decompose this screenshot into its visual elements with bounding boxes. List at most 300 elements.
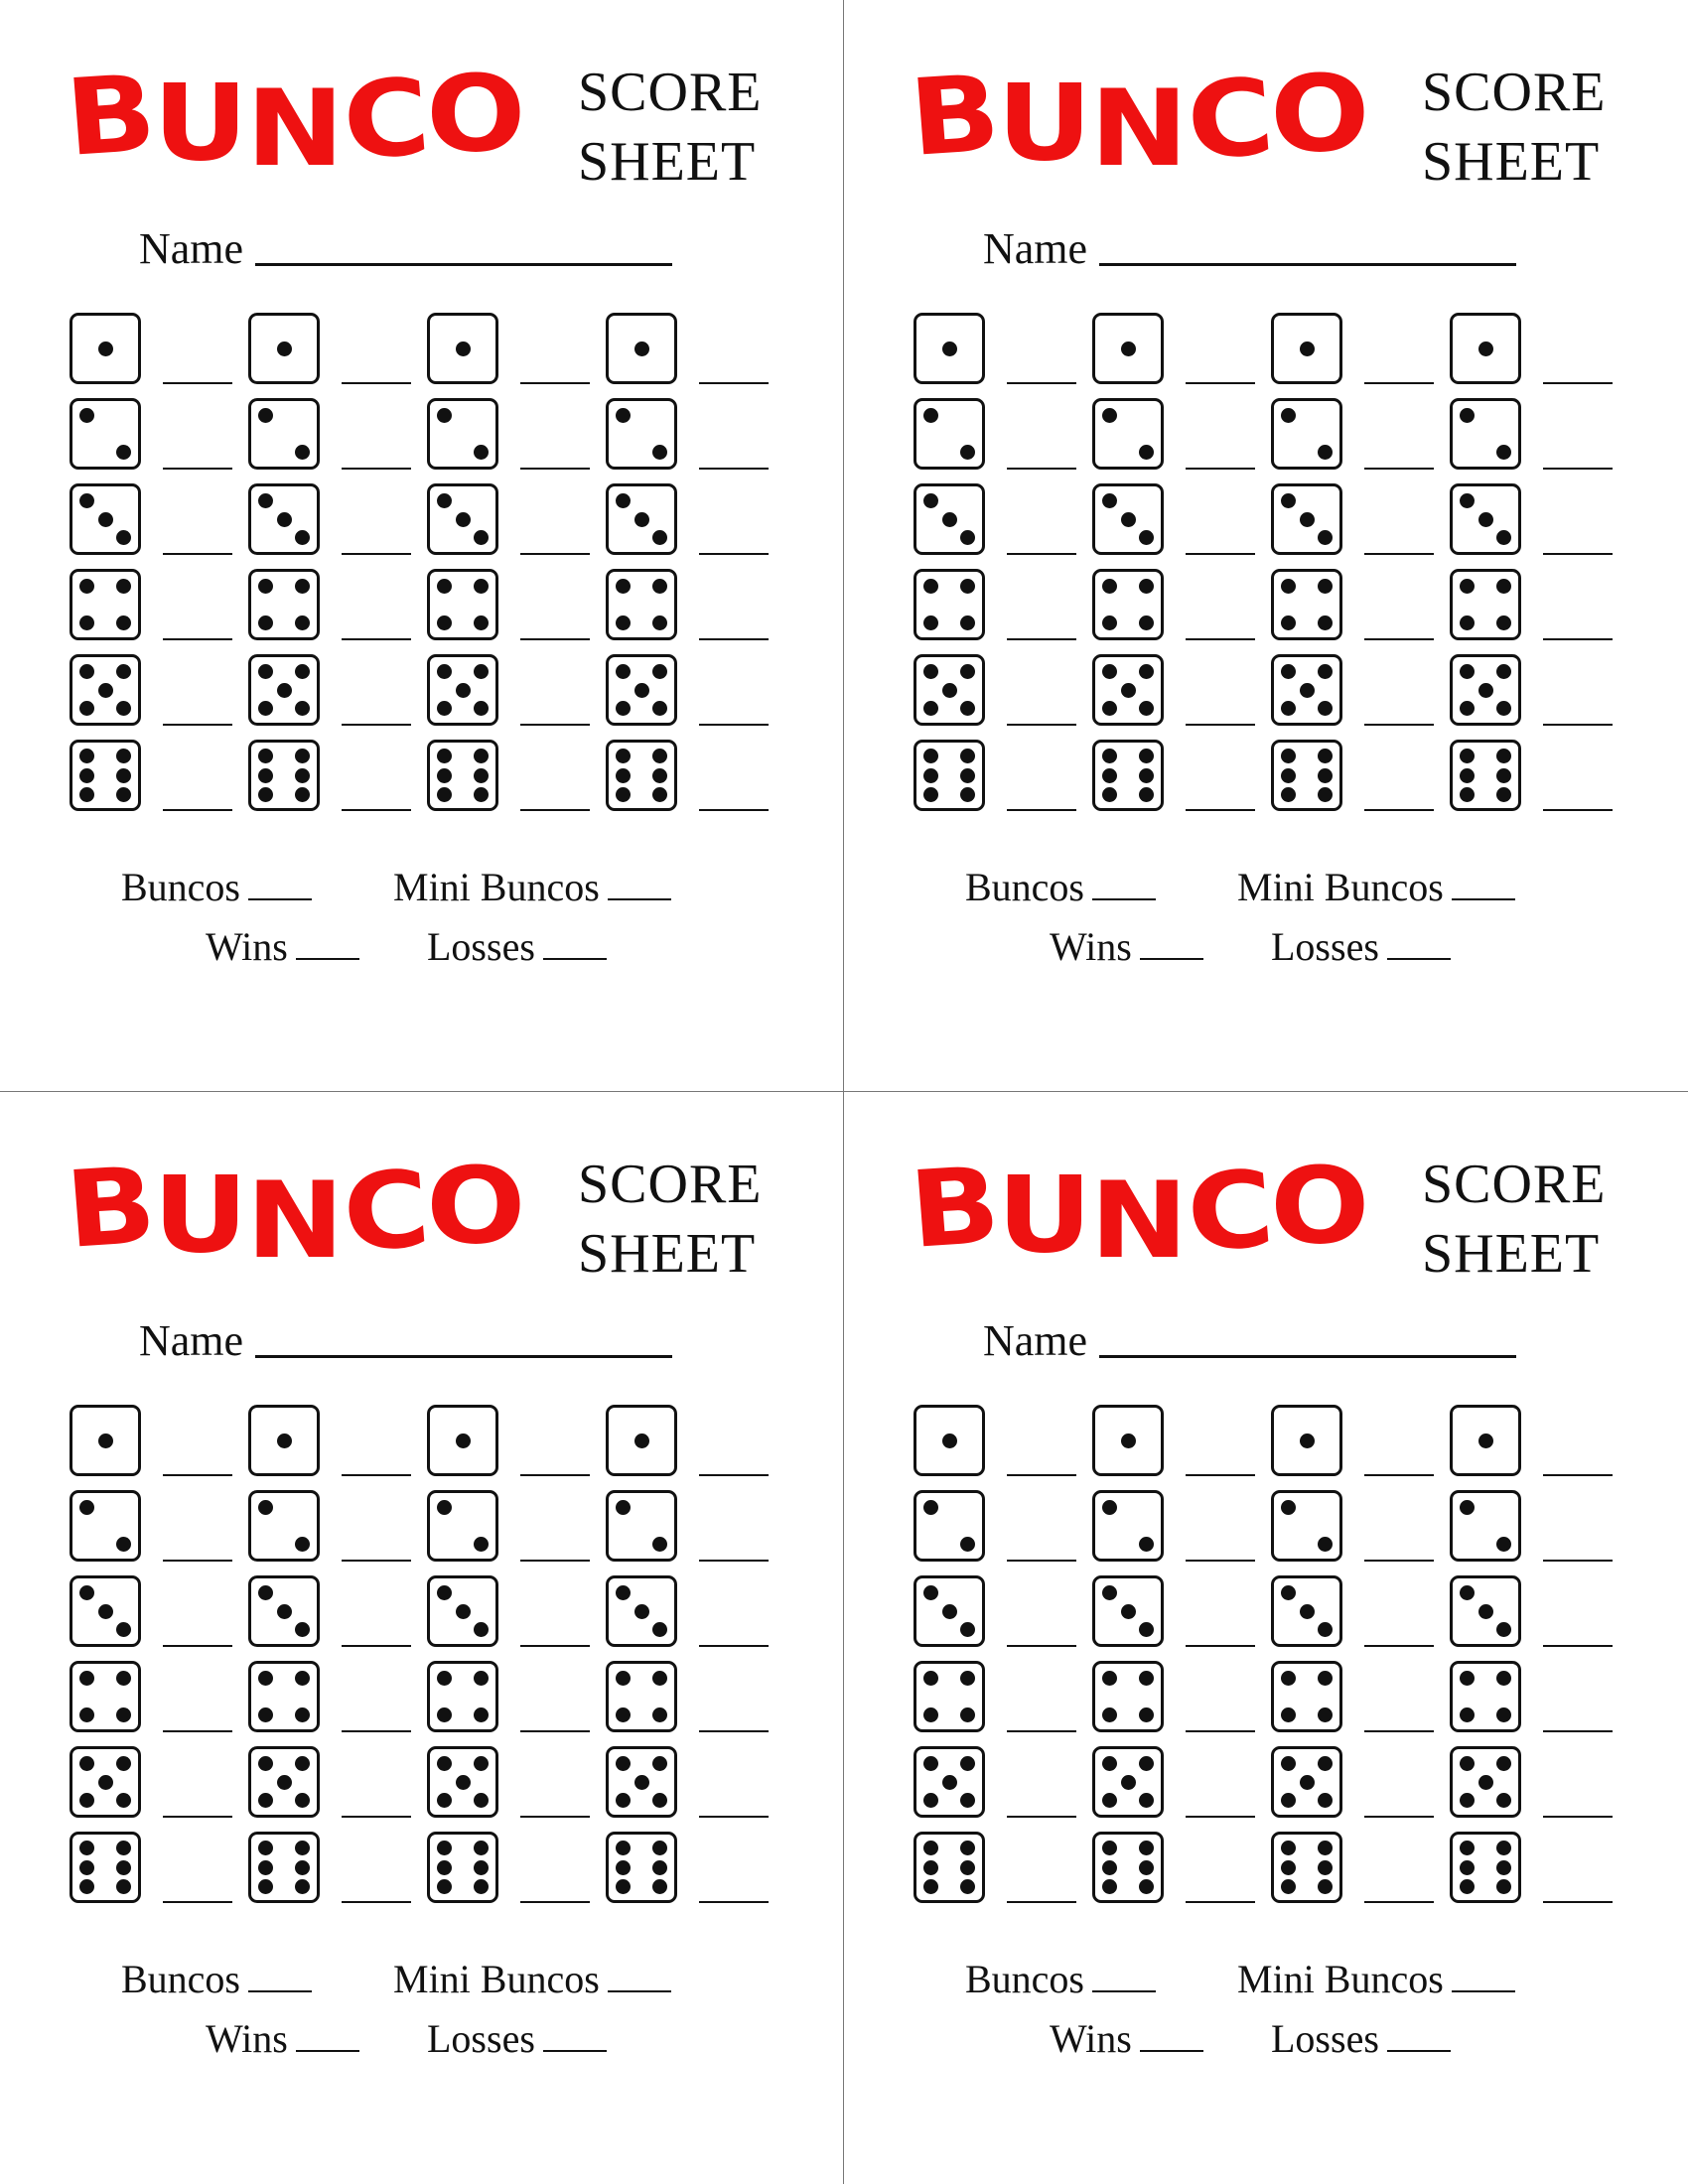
pip <box>652 530 667 545</box>
die-face-5-icon <box>1092 654 1164 726</box>
round-score-blank[interactable] <box>1186 382 1255 384</box>
wins-row <box>1050 924 1203 969</box>
mini-buncos-row <box>393 865 671 909</box>
pip <box>1460 1793 1475 1808</box>
round-score-blank[interactable] <box>1543 382 1613 384</box>
pip <box>1318 1756 1333 1771</box>
pip <box>1139 1671 1154 1686</box>
round-score-blank[interactable] <box>1543 809 1613 811</box>
pip <box>652 1537 667 1552</box>
pip <box>1460 664 1475 679</box>
title-line-score: SCORE <box>1422 62 1607 123</box>
name-field[interactable] <box>1099 263 1516 266</box>
pip <box>923 493 938 508</box>
die-face-6-icon <box>1092 740 1164 811</box>
die-face-6-icon <box>427 1832 498 1903</box>
pip <box>116 1707 131 1722</box>
round-score-blank[interactable] <box>342 724 411 726</box>
pip <box>79 749 94 763</box>
die-face-5-icon <box>1450 1746 1521 1818</box>
pip <box>437 664 452 679</box>
pip <box>923 1793 938 1808</box>
pip <box>1300 1433 1315 1448</box>
round-score-blank[interactable] <box>1543 468 1613 470</box>
wins-row <box>206 924 359 969</box>
round-score-blank[interactable] <box>1007 724 1076 726</box>
pip <box>960 579 975 594</box>
pip <box>942 341 957 356</box>
losses-blank[interactable] <box>1387 2020 1451 2052</box>
pip <box>1496 701 1511 716</box>
round-score-blank[interactable] <box>1186 1645 1255 1647</box>
round-score-blank[interactable] <box>1186 1474 1255 1476</box>
round-score-blank[interactable] <box>1543 1645 1613 1647</box>
pip <box>1460 1841 1475 1855</box>
round-score-blank[interactable] <box>342 1474 411 1476</box>
pip <box>1102 749 1117 763</box>
pip <box>634 512 649 527</box>
pip <box>616 749 631 763</box>
name-row <box>139 223 672 274</box>
pip <box>1460 768 1475 783</box>
pip <box>1496 1671 1511 1686</box>
die-face-2-icon <box>248 398 320 470</box>
buncos-label: Buncos <box>965 1957 1084 2001</box>
die-face-1-icon <box>914 1405 985 1476</box>
name-field[interactable] <box>255 1355 672 1358</box>
buncos-label: Buncos <box>965 865 1084 909</box>
die-face-5-icon <box>248 654 320 726</box>
round-score-blank[interactable] <box>1186 809 1255 811</box>
round-score-blank[interactable] <box>699 638 769 640</box>
buncos-row <box>121 1957 312 2001</box>
pip <box>652 1879 667 1894</box>
round-score-blank[interactable] <box>163 553 232 555</box>
round-score-blank[interactable] <box>342 1901 411 1903</box>
pip <box>258 579 273 594</box>
pip <box>960 445 975 460</box>
round-score-blank[interactable] <box>1186 1560 1255 1562</box>
round-score-blank[interactable] <box>520 1730 590 1732</box>
round-score-blank[interactable] <box>163 468 232 470</box>
die-face-2-icon <box>1271 1490 1342 1562</box>
round-score-blank[interactable] <box>1186 1816 1255 1818</box>
pip <box>652 615 667 630</box>
round-score-blank[interactable] <box>699 553 769 555</box>
pip <box>456 1433 471 1448</box>
pip <box>474 445 489 460</box>
pip <box>79 493 94 508</box>
name-label: Name <box>139 1316 244 1365</box>
pip <box>98 341 113 356</box>
round-score-blank[interactable] <box>699 1730 769 1732</box>
round-score-blank[interactable] <box>1543 1474 1613 1476</box>
pip <box>474 1841 489 1855</box>
round-score-blank[interactable] <box>699 1816 769 1818</box>
mini-buncos-row <box>393 1957 671 2001</box>
round-score-blank[interactable] <box>1007 468 1076 470</box>
pip <box>258 768 273 783</box>
mini-buncos-blank[interactable] <box>608 869 671 900</box>
pip <box>258 1879 273 1894</box>
die-face-5-icon <box>606 654 677 726</box>
die-face-1-icon <box>427 313 498 384</box>
round-score-blank[interactable] <box>699 1901 769 1903</box>
round-score-blank[interactable] <box>1543 553 1613 555</box>
pip <box>295 701 310 716</box>
pip <box>1496 787 1511 802</box>
round-score-blank[interactable] <box>1186 553 1255 555</box>
round-score-blank[interactable] <box>1364 382 1434 384</box>
pip <box>1102 1793 1117 1808</box>
die-face-5-icon <box>248 1746 320 1818</box>
pip <box>295 445 310 460</box>
pip <box>258 408 273 423</box>
round-score-blank[interactable] <box>1007 809 1076 811</box>
pip <box>474 1860 489 1875</box>
pip <box>942 1775 957 1790</box>
pip <box>474 1671 489 1686</box>
pip <box>1460 408 1475 423</box>
pip <box>634 1604 649 1619</box>
die-face-6-icon <box>1450 740 1521 811</box>
pip <box>295 579 310 594</box>
title-line-score: SCORE <box>1422 1154 1607 1215</box>
round-score-blank[interactable] <box>1007 638 1076 640</box>
pip <box>1139 1841 1154 1855</box>
pip <box>1318 1841 1333 1855</box>
die-face-4-icon <box>70 569 141 640</box>
name-field[interactable] <box>255 263 672 266</box>
die-face-2-icon <box>606 1490 677 1562</box>
pip <box>1496 768 1511 783</box>
round-score-blank[interactable] <box>163 638 232 640</box>
pip <box>258 1500 273 1515</box>
title-line-sheet: SHEET <box>578 131 757 193</box>
pip <box>960 530 975 545</box>
pip <box>616 664 631 679</box>
pip <box>474 749 489 763</box>
round-score-blank[interactable] <box>163 1474 232 1476</box>
pip <box>942 1604 957 1619</box>
die-face-3-icon <box>427 483 498 555</box>
pip <box>456 683 471 698</box>
pip <box>1281 1707 1296 1722</box>
wins-blank[interactable] <box>296 928 359 960</box>
wins-label: Wins <box>1050 2016 1132 2061</box>
pip <box>258 1707 273 1722</box>
round-score-blank[interactable] <box>342 1730 411 1732</box>
round-score-blank[interactable] <box>342 382 411 384</box>
pip <box>79 1671 94 1686</box>
die-face-2-icon <box>914 398 985 470</box>
mini-buncos-label: Mini Buncos <box>1237 865 1444 909</box>
die-face-5-icon <box>1271 654 1342 726</box>
pip <box>116 1671 131 1686</box>
buncos-blank[interactable] <box>248 1961 312 1992</box>
round-score-blank[interactable] <box>1007 1730 1076 1732</box>
pip <box>960 749 975 763</box>
pip <box>456 1604 471 1619</box>
pip <box>1281 1585 1296 1600</box>
pip <box>1281 787 1296 802</box>
sheet-title <box>578 1150 763 1289</box>
losses-blank[interactable] <box>543 2020 607 2052</box>
pip <box>1139 445 1154 460</box>
pip <box>258 701 273 716</box>
round-score-blank[interactable] <box>1186 468 1255 470</box>
round-score-blank[interactable] <box>1364 1645 1434 1647</box>
round-score-blank[interactable] <box>1364 809 1434 811</box>
die-face-4-icon <box>914 569 985 640</box>
mini-buncos-blank[interactable] <box>608 1961 671 1992</box>
pip <box>923 1756 938 1771</box>
round-score-blank[interactable] <box>699 1645 769 1647</box>
round-score-blank[interactable] <box>520 1560 590 1562</box>
pip <box>79 615 94 630</box>
round-score-blank[interactable] <box>342 1816 411 1818</box>
pip <box>116 445 131 460</box>
losses-row <box>1271 2016 1451 2061</box>
die-face-4-icon <box>1271 569 1342 640</box>
pip <box>652 749 667 763</box>
buncos-blank[interactable] <box>1092 869 1156 900</box>
losses-blank[interactable] <box>543 928 607 960</box>
round-score-blank[interactable] <box>1543 638 1613 640</box>
pip <box>437 1756 452 1771</box>
round-score-blank[interactable] <box>163 724 232 726</box>
losses-row <box>1271 924 1451 969</box>
title-line-sheet: SHEET <box>1422 131 1601 193</box>
pip <box>116 615 131 630</box>
round-score-blank[interactable] <box>520 638 590 640</box>
round-score-blank[interactable] <box>1186 1901 1255 1903</box>
name-field[interactable] <box>1099 1355 1516 1358</box>
buncos-label: Buncos <box>121 865 240 909</box>
pip <box>295 1841 310 1855</box>
pip <box>474 1756 489 1771</box>
die-face-6-icon <box>248 740 320 811</box>
round-score-blank[interactable] <box>1364 1474 1434 1476</box>
round-score-blank[interactable] <box>699 724 769 726</box>
pip <box>1300 512 1315 527</box>
pip <box>923 1671 938 1686</box>
pip <box>1121 1433 1136 1448</box>
round-score-blank[interactable] <box>520 468 590 470</box>
round-score-blank[interactable] <box>163 1816 232 1818</box>
pip <box>79 1500 94 1515</box>
round-score-blank[interactable] <box>699 1474 769 1476</box>
pip <box>1281 768 1296 783</box>
round-score-blank[interactable] <box>520 1474 590 1476</box>
round-score-blank[interactable] <box>1007 1645 1076 1647</box>
round-score-blank[interactable] <box>1364 1730 1434 1732</box>
pip <box>923 768 938 783</box>
pip <box>1281 749 1296 763</box>
pip <box>295 768 310 783</box>
round-score-blank[interactable] <box>699 1560 769 1562</box>
round-score-blank[interactable] <box>1007 1474 1076 1476</box>
pip <box>437 1500 452 1515</box>
pip <box>616 615 631 630</box>
pip <box>295 1707 310 1722</box>
pip <box>652 1841 667 1855</box>
round-score-blank[interactable] <box>1364 638 1434 640</box>
round-score-blank[interactable] <box>1007 1560 1076 1562</box>
round-score-blank[interactable] <box>342 553 411 555</box>
pip <box>79 408 94 423</box>
pip <box>1139 1707 1154 1722</box>
round-score-blank[interactable] <box>1543 1901 1613 1903</box>
pip <box>1318 445 1333 460</box>
pip <box>295 1860 310 1875</box>
pip <box>1139 749 1154 763</box>
round-score-blank[interactable] <box>1364 553 1434 555</box>
pip <box>79 768 94 783</box>
die-face-6-icon <box>914 1832 985 1903</box>
pip <box>437 615 452 630</box>
round-score-blank[interactable] <box>1007 1901 1076 1903</box>
round-score-blank[interactable] <box>163 382 232 384</box>
round-score-blank[interactable] <box>1186 638 1255 640</box>
round-score-blank[interactable] <box>342 468 411 470</box>
round-score-blank[interactable] <box>342 638 411 640</box>
buncos-blank[interactable] <box>248 869 312 900</box>
die-face-2-icon <box>606 398 677 470</box>
die-face-4-icon <box>1271 1661 1342 1732</box>
round-score-blank[interactable] <box>520 809 590 811</box>
die-face-1-icon <box>70 1405 141 1476</box>
round-score-blank[interactable] <box>163 1901 232 1903</box>
pip <box>652 701 667 716</box>
die-face-1-icon <box>248 313 320 384</box>
pip <box>652 579 667 594</box>
pip <box>1318 1622 1333 1637</box>
pip <box>116 768 131 783</box>
wins-blank[interactable] <box>1140 2020 1203 2052</box>
pip <box>1460 701 1475 716</box>
die-face-1-icon <box>1450 313 1521 384</box>
pip <box>1102 408 1117 423</box>
round-score-blank[interactable] <box>342 1645 411 1647</box>
pip <box>942 1433 957 1448</box>
pip <box>1318 749 1333 763</box>
round-score-blank[interactable] <box>1364 468 1434 470</box>
round-score-blank[interactable] <box>520 1901 590 1903</box>
pip <box>1121 341 1136 356</box>
die-face-4-icon <box>1092 569 1164 640</box>
round-score-blank[interactable] <box>342 809 411 811</box>
round-score-blank[interactable] <box>1543 1816 1613 1818</box>
round-score-blank[interactable] <box>342 1560 411 1562</box>
mini-buncos-blank[interactable] <box>1452 1961 1515 1992</box>
pip <box>1318 1537 1333 1552</box>
round-score-blank[interactable] <box>1364 1901 1434 1903</box>
losses-blank[interactable] <box>1387 928 1451 960</box>
pip <box>258 749 273 763</box>
pip <box>616 493 631 508</box>
round-score-blank[interactable] <box>163 1730 232 1732</box>
pip <box>652 787 667 802</box>
round-score-blank[interactable] <box>699 809 769 811</box>
pip <box>1102 664 1117 679</box>
pip <box>98 1604 113 1619</box>
round-score-blank[interactable] <box>1364 724 1434 726</box>
pip <box>1318 1860 1333 1875</box>
round-score-blank[interactable] <box>520 1816 590 1818</box>
pip <box>116 1537 131 1552</box>
round-score-blank[interactable] <box>1543 1730 1613 1732</box>
die-face-3-icon <box>1092 483 1164 555</box>
round-score-blank[interactable] <box>163 1560 232 1562</box>
die-face-4-icon <box>1450 1661 1521 1732</box>
die-face-5-icon <box>427 654 498 726</box>
pip <box>1139 530 1154 545</box>
pip <box>1281 701 1296 716</box>
die-face-1-icon <box>70 313 141 384</box>
pip <box>79 579 94 594</box>
wins-blank[interactable] <box>1140 928 1203 960</box>
pip <box>923 1500 938 1515</box>
round-score-blank[interactable] <box>1364 1816 1434 1818</box>
pip <box>474 1879 489 1894</box>
round-score-blank[interactable] <box>1007 553 1076 555</box>
pip <box>1121 1604 1136 1619</box>
pip <box>616 701 631 716</box>
round-score-blank[interactable] <box>699 468 769 470</box>
pip <box>652 1756 667 1771</box>
pip <box>295 787 310 802</box>
pip <box>1300 341 1315 356</box>
pip <box>1139 1879 1154 1894</box>
die-face-2-icon <box>1092 1490 1164 1562</box>
pip <box>295 1879 310 1894</box>
round-score-blank[interactable] <box>163 809 232 811</box>
pip <box>1139 664 1154 679</box>
pip <box>1281 1860 1296 1875</box>
round-score-blank[interactable] <box>163 1645 232 1647</box>
round-score-blank[interactable] <box>1007 1816 1076 1818</box>
pip <box>98 512 113 527</box>
round-score-blank[interactable] <box>520 1645 590 1647</box>
pip <box>923 1585 938 1600</box>
pip <box>1318 579 1333 594</box>
round-score-blank[interactable] <box>520 382 590 384</box>
round-score-blank[interactable] <box>1186 1730 1255 1732</box>
round-score-blank[interactable] <box>1364 1560 1434 1562</box>
pip <box>1139 701 1154 716</box>
pip <box>1496 579 1511 594</box>
mini-buncos-blank[interactable] <box>1452 869 1515 900</box>
die-face-2-icon <box>1450 1490 1521 1562</box>
buncos-blank[interactable] <box>1092 1961 1156 1992</box>
round-score-blank[interactable] <box>1007 382 1076 384</box>
pip <box>258 1841 273 1855</box>
die-face-5-icon <box>606 1746 677 1818</box>
round-score-blank[interactable] <box>520 724 590 726</box>
die-face-4-icon <box>606 569 677 640</box>
wins-blank[interactable] <box>296 2020 359 2052</box>
round-score-blank[interactable] <box>699 382 769 384</box>
pip <box>1102 1860 1117 1875</box>
round-score-blank[interactable] <box>1543 724 1613 726</box>
round-score-blank[interactable] <box>1186 724 1255 726</box>
round-score-blank[interactable] <box>1543 1560 1613 1562</box>
pip <box>295 1537 310 1552</box>
title-line-score: SCORE <box>578 62 763 123</box>
round-score-blank[interactable] <box>520 553 590 555</box>
die-face-1-icon <box>914 313 985 384</box>
